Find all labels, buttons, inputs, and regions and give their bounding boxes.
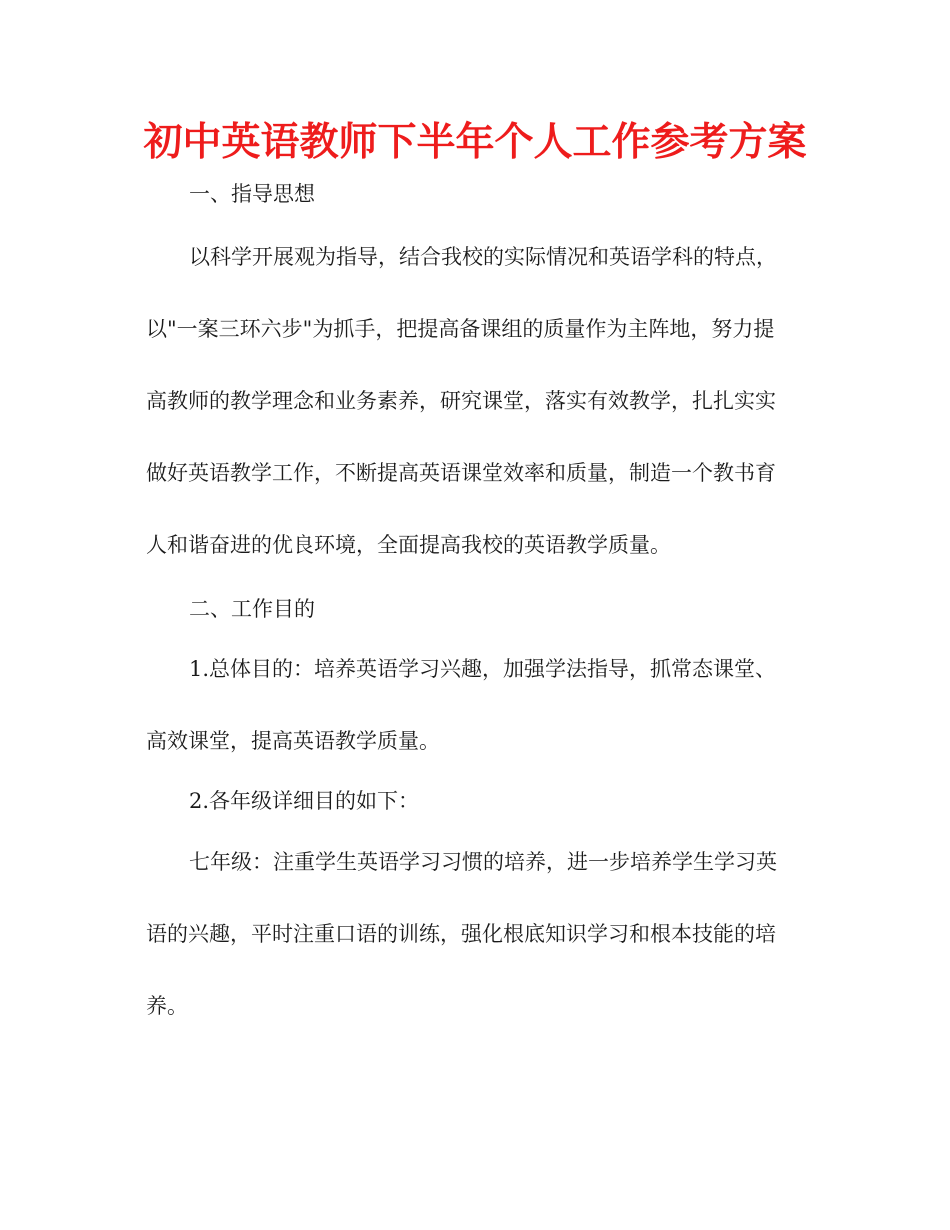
paragraph-line: 人和谐奋进的优良环境，全面提高我校的英语教学质量。 — [146, 533, 671, 557]
paragraph-line: 七年级：注重学生英语学习习惯的培养，进一步培养学生学习英 — [189, 850, 777, 874]
section-heading-guiding-ideology: 一、指导思想 — [189, 182, 315, 206]
paragraph-line: 语的兴趣，平时注重口语的训练，强化根底知识学习和根本技能的培 — [146, 922, 776, 946]
paragraph-line: 1.总体目的：培养英语学习兴趣，加强学法指导，抓常态课堂、 — [189, 657, 777, 681]
paragraph-line: 做好英语教学工作，不断提高英语课堂效率和质量，制造一个教书育 — [146, 461, 776, 485]
paragraph-line: 高教师的教学理念和业务素养，研究课堂，落实有效教学，扎扎实实 — [146, 389, 776, 413]
paragraph-line: 以"一案三环六步"为抓手，把提高备课组的质量作为主阵地，努力提 — [146, 317, 775, 341]
page-title: 初中英语教师下半年个人工作参考方案 — [143, 120, 807, 165]
paragraph-line: 2.各年级详细目的如下： — [189, 789, 420, 813]
paragraph-line: 高效课堂，提高英语教学质量。 — [146, 729, 440, 753]
section-heading-work-goals: 二、工作目的 — [189, 597, 315, 621]
paragraph-line: 养。 — [146, 994, 188, 1018]
paragraph-line: 以科学开展观为指导，结合我校的实际情况和英语学科的特点， — [189, 245, 777, 269]
